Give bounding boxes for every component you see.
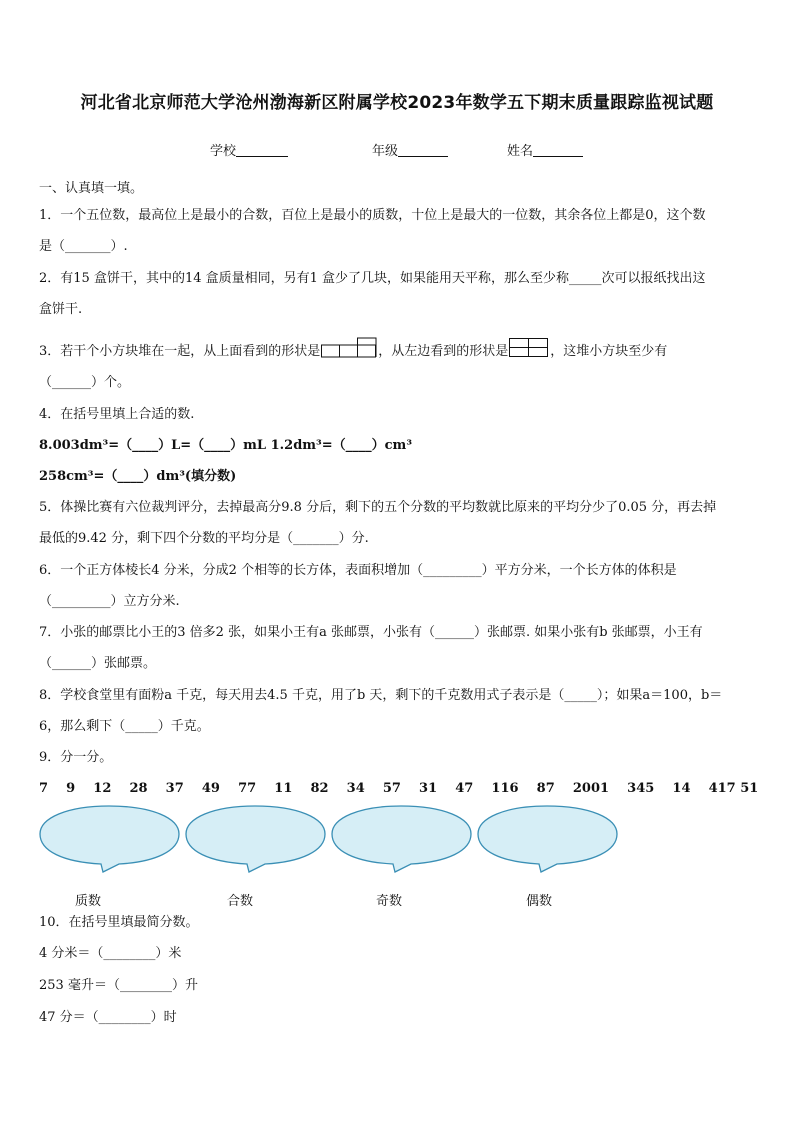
grade-field [372, 140, 448, 159]
question-1-line-2: 是（_______）. [39, 239, 128, 254]
section-heading: 一、认真填一填。 [39, 181, 144, 196]
grade-label: 年级 [372, 144, 399, 159]
speech-bubble-shape [183, 804, 328, 874]
question-3-text-c: ，这堆小方块至少有 [550, 344, 668, 359]
left-view-figure [509, 337, 549, 359]
composite-label: 合数 [226, 894, 253, 909]
name-blank[interactable] [533, 143, 583, 157]
even-label: 偶数 [525, 894, 552, 909]
page-title: 河北省北京师范大学沧州渤海新区附属学校2023年数学五下期末质量跟踪监视试题 [80, 93, 714, 113]
name-label: 姓名 [507, 144, 534, 159]
school-label: 学校 [210, 144, 237, 159]
question-8-line-1: 8．学校食堂里有面粉a 千克，每天用去4.5 千克，用了b 天，剩下的千克数用式子表示是（_____）；如果a＝100，b＝ [39, 688, 723, 703]
name-field [507, 140, 583, 159]
speech-bubble-shape [37, 804, 182, 874]
school-blank[interactable] [236, 143, 288, 157]
prime-label: 质数 [74, 894, 101, 909]
question-10-line-1: 10．在括号里填最简分数。 [39, 915, 199, 930]
question-7-line-1: 7．小张的邮票比小王的3 倍多2 张，如果小王有a 张邮票，小张有（______）张邮票. 如果小张有b 张邮票，小王有 [39, 625, 703, 640]
number-list: 7 9 12 28 37 49 77 11 82 34 57 31 47 116 87 2001 345 14 417 51 [39, 781, 759, 796]
question-3-line-1 [39, 337, 667, 361]
question-6-line-2: （_________）立方分米. [39, 594, 180, 609]
question-3-line-2: （______）个。 [39, 375, 131, 390]
question-10-line-4: 47 分＝（________）时 [39, 1010, 177, 1025]
odd-bubble[interactable] [329, 804, 474, 874]
question-4-line-1: 4．在括号里填上合适的数. [39, 407, 195, 422]
question-2-line-1: 2．有15 盒饼干，其中的14 盒质量相同，另有1 盒少了几块，如果能用天平称，那么至少称_____次可以报纸找出这 [39, 271, 706, 286]
question-6-line-1: 6．一个正方体棱长4 分米，分成2 个相等的长方体，表面积增加（_________）平方分米，一个长方体的体积是 [39, 563, 677, 578]
prime-bubble[interactable] [37, 804, 182, 874]
question-7-line-2: （______）张邮票。 [39, 656, 157, 671]
question-2-line-2: 盒饼干. [39, 302, 83, 317]
top-view-figure [321, 337, 377, 359]
question-3-text-a: 3．若干个小方块堆在一起，从上面看到的形状是 [39, 344, 321, 359]
grade-blank[interactable] [398, 143, 448, 157]
question-8-line-2: 6，那么剩下（_____）千克。 [39, 719, 210, 734]
question-10-line-2: 4 分米＝（________）米 [39, 946, 182, 961]
speech-bubble-shape [475, 804, 620, 874]
question-5-line-2: 最低的9.42 分，剩下四个分数的平均分是（_______）分. [39, 531, 369, 546]
question-4-line-3: 258cm³=（____）dm³(填分数) [39, 469, 237, 484]
question-5-line-1: 5．体操比赛有六位裁判评分，去掉最高分9.8 分后，剩下的五个分数的平均数就比原来的平均分少了0.05 分，再去掉 [39, 500, 717, 515]
composite-bubble[interactable] [183, 804, 328, 874]
speech-bubble-shape [329, 804, 474, 874]
even-bubble[interactable] [475, 804, 620, 874]
question-4-line-2: 8.003dm³=（____）L=（____）mL 1.2dm³=（____）cm³ [39, 438, 413, 453]
question-1-line-1: 1．一个五位数，最高位上是最小的合数，百位上是最小的质数，十位上是最大的一位数，其余各位上都是0，这个数 [39, 208, 706, 223]
question-10-line-3: 253 毫升＝（________）升 [39, 978, 198, 993]
school-field [210, 140, 288, 159]
question-9-line-1: 9．分一分。 [39, 750, 113, 765]
odd-label: 奇数 [375, 894, 402, 909]
question-3-text-b: ，从左边看到的形状是 [378, 344, 509, 359]
